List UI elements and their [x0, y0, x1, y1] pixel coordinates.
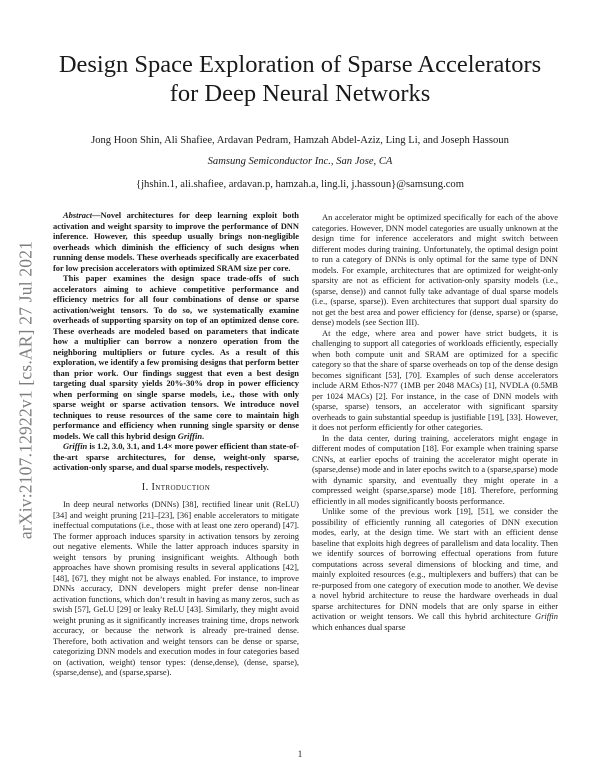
- abstract: [53, 210, 299, 473]
- body-paragraph: In the data center, during training, accelerators might engage in different modes of computation [18]. For example when training sparse CNNs, at earlier epochs of training the accelerator might operate in (sparse,dense) mode and in later epochs switch to a (sparse,sparse) mode with dynamic sparsity, and eventually they might operate in a compressed weight (sparse,sparse) mode [18]. Therefore, performing efficiently in all modes significantly boosts performance.: [312, 432, 559, 506]
- author-list: Jong Hoon Shin, Ali Shafiee, Ardavan Pedram, Hamzah Abdel-Aziz, Ling Li, and Joseph Hassoun: [91, 135, 509, 146]
- page-number: 1: [297, 749, 303, 759]
- left-column: [53, 210, 299, 678]
- arxiv-sidebar-stamp: [14, 200, 38, 580]
- author-emails: {jhshin.1, ali.shafiee, ardavan.p, hamzah.a, ling.li, j.hassoun}@samsung.com: [136, 179, 464, 190]
- paper-title-line-1: Design Space Exploration of Sparse Accelerators: [58, 51, 542, 78]
- abstract-label: Abstract: [63, 210, 93, 220]
- abstract-paragraph-1: Abstract—Novel architectures for deep learning exploit both activation and weight sparsity to improve the performance of DNN inference. However, this speedup usually brings non-negligible overheads which diminish the efficiency of such designs when running dense models. These overheads specifically are exacerbated for low precision accelerators with optimized SRAM size per core.: [53, 210, 299, 273]
- abstract-paragraph-2: This paper examines the design space trade-offs of such accelerators aiming to achieve competitive performance and efficiency metrics for all four combinations of dense or sparse activation/weight tensors. To do so, we systematically examine overheads of supporting sparsity on top of an optimized dense core. These overheads are modeled based on parameters that indicate how a multiplier can borrow a nonzero operation from the neighboring multipliers or future cycles. As a result of this exploration, we identify a few promising designs that perform better than prior work. Our findings suggest that even a best design targeting dual sparsity yields 20%-30% drop in power efficiency when performing on single sparse models, i.e., those with only sparse weight or sparse activation tensors. We introduce novel techniques to reuse resources of the same core to maintain high performance and efficiency when running single sparsity or dense models. We call this hybrid design Griffin.: [53, 273, 299, 441]
- abstract-paragraph-3: Griffin is 1.2, 3.0, 3.1, and 1.4× more power efficient than state-of-the-art sparse architectures, for dense, weight-only sparse, activation-only sparse, and dual sparse models, respectively.: [53, 441, 299, 472]
- design-name: Griffin: [535, 611, 558, 621]
- design-name: Griffin: [63, 441, 88, 451]
- body-paragraph: In deep neural networks (DNNs) [38], rectified linear unit (ReLU) [34] and weight pruning [21]–[23], [36] enable accelerators to mitigate ineffectual computations (i.e., those with at least one zero operand) [47]. The former approach induces sparsity in activation tensors by zeroing out negative elements. While the latter approach induces sparsity in weight tensors by pruning insignificant weights. Although both approaches have shown promising results in several applications [42], [48], [67], they might not be always enabled. For instance, to improve DNNs accuracy, DNN developers might prefer dense non-linear activation functions, which don’t result in having as many zeros, such as swish [57], GeLU [29] or leaky ReLU [43]. Similarly, they might avoid weight pruning as it significantly increases training time, drops network accuracy, or because the network is already pre-trained dense. Therefore, both activation and weight tensors can be dense or sparse, categorizing DNN models and execution modes in four categories based on (activation, weight) tensor types: (dense,dense), (dense, sparse), (sparse,dense), and (sparse,sparse).: [53, 499, 299, 677]
- body-paragraph: At the edge, where area and power have strict budgets, it is challenging to support all categories of workloads efficiently, especially when both compute unit and SRAM are optimized for a specific category so that the share of sparse overheads on top of the dense design becomes significant [53], [70]. Examples of such dense accelerators include ARM Ethos-N77 (1MB per 2048 MACs) [1], NVDLA (0.5MB per 1024 MACs) [2]. For instance, in the case of DNN models with (sparse, sparse) tensors, an accelerator with significant sparsity overheads to gain substantial speedup is justifiable [19], [33]. However, it does not perform efficiently for other categories.: [312, 327, 558, 432]
- affiliation: Samsung Semiconductor Inc., San Jose, CA: [207, 156, 393, 167]
- paper-title: [40, 50, 560, 108]
- arxiv-identifier: arXiv:2107.12922v1 [cs.AR] 27 Jul 2021: [15, 240, 36, 540]
- right-column: [312, 212, 558, 632]
- body-paragraph: An accelerator might be optimized specifically for each of the above categories. However, DNN model categories are usually unknown at the design time for inference accelerators and might switch between different modes during training. Unfortunately, the optimal design point to run a category of DNNs is only optimal for the same type of DNN models. For example, architectures that are optimized for weight-only sparsity are not as efficient for activation-only sparsity models (i.e., (sparse, dense)) and cannot fully take advantage of dual sparse models (i.e., (sparse, sparse)). Even architectures that support dual sparsity do not get the best area and power efficiency for (dense, sparse) or (sparse, dense) models (see Section III).: [312, 212, 558, 327]
- section-heading-introduction: I. Introduction: [141, 481, 211, 493]
- paper-title-line-2: for Deep Neural Networks: [169, 80, 431, 107]
- body-paragraph: Unlike some of the previous work [19], [51], we consider the possibility of efficiently running all categories of DNN execution modes, early, at the design time. We start with an efficient dense baseline that exploits high degrees of parallelism and data locality. Then we identify sources of borrowing effectual operations from future computations across several dimensions of blocking and time, and mainly exploited resources (e.g., multiplexers and buffers) that can be re-purposed from one category of execution mode to another. We devise a novel hybrid architecture to reuse the hardware overheads in dual sparse architectures for DNN models that are only sparse in either activation or weight tensors. We call this hybrid architecture Griffin which enhances dual sparse: [312, 506, 558, 632]
- design-name: Griffin: [177, 430, 203, 441]
